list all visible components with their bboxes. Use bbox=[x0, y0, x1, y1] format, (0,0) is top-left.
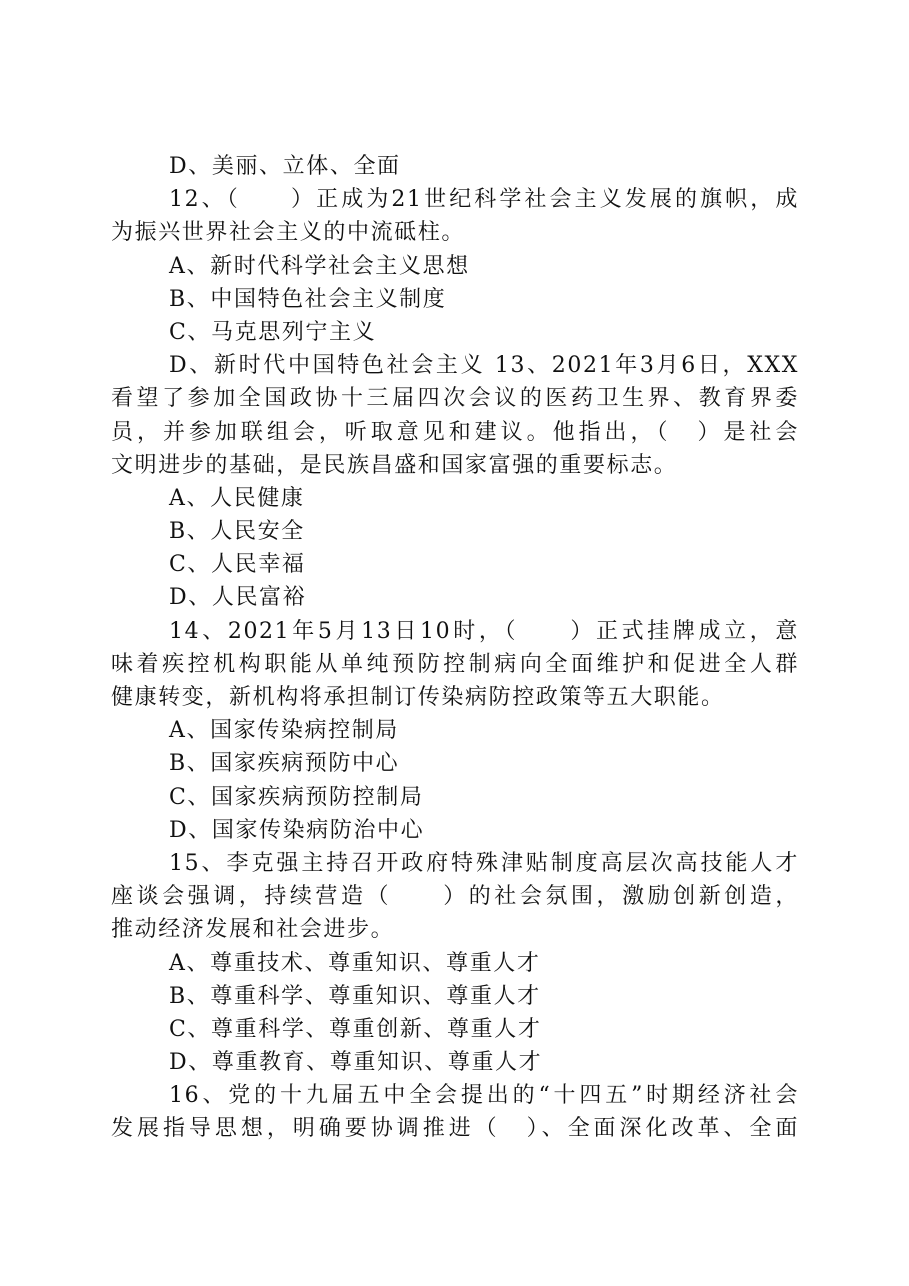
text-line: D、国家传染病防治中心 bbox=[169, 817, 425, 843]
text-line: 文明进步的基础，是民族昌盛和国家富强的重要标志。 bbox=[111, 452, 678, 478]
text-line: 为振兴世界社会主义的中流砥柱。 bbox=[111, 220, 466, 246]
text-line: A、人民健康 bbox=[169, 485, 305, 511]
text-line: 健康转变，新机构将承担制订传染病防控政策等五大职能。 bbox=[111, 685, 725, 710]
text-line: A、新时代科学社会主义思想 bbox=[169, 253, 470, 279]
text-line: B、国家疾病预防中心 bbox=[169, 751, 400, 777]
text-line: 15、李克强主持召开政府特殊津贴制度高层次高技能人才 bbox=[169, 850, 799, 876]
text-line: 员，并参加联组会，听取意见和建议。他指出，（ ）是社会 bbox=[111, 419, 799, 445]
text-line: D、新时代中国特色社会主义 13、2021年3月6日，XXX bbox=[169, 353, 799, 379]
text-line: 16、党的十九届五中全会提出的“十四五”时期经济社会 bbox=[169, 1083, 799, 1109]
text-line: C、人民幸福 bbox=[169, 552, 306, 578]
text-line: 味着疾控机构职能从单纯预防控制病向全面维护和促进全人群 bbox=[111, 651, 799, 677]
document-body bbox=[111, 150, 799, 1146]
text-line: 12、（ ）正成为21世纪科学社会主义发展的旗帜，成 bbox=[169, 187, 799, 213]
text-line: A、国家传染病控制局 bbox=[169, 718, 399, 744]
text-line: C、马克思列宁主义 bbox=[169, 319, 377, 345]
text-line: D、美丽、立体、全面 bbox=[169, 154, 401, 179]
text-line: B、中国特色社会主义制度 bbox=[169, 286, 447, 312]
text-line: D、尊重教育、尊重知识、尊重人才 bbox=[169, 1050, 543, 1076]
text-line: D、人民富裕 bbox=[169, 585, 307, 611]
text-line: 座谈会强调，持续营造（ ）的社会氛围，激励创新创造， bbox=[111, 884, 799, 910]
text-line: A、尊重技术、尊重知识、尊重人才 bbox=[169, 950, 541, 976]
text-line: B、人民安全 bbox=[169, 519, 305, 545]
text-line: B、尊重科学、尊重知识、尊重人才 bbox=[169, 983, 541, 1009]
text-line: 推动经济发展和社会进步。 bbox=[111, 917, 395, 943]
text-line: 发展指导思想，明确要协调推进（ ）、全面深化改革、全面 bbox=[111, 1116, 799, 1142]
text-line: 看望了参加全国政协十三届四次会议的医药卫生界、教育界委 bbox=[111, 386, 799, 412]
text-line: C、尊重科学、尊重创新、尊重人才 bbox=[169, 1016, 542, 1042]
text-line: 14、2021年5月13日10时，（ ）正式挂牌成立，意 bbox=[169, 618, 799, 644]
text-line: C、国家疾病预防控制局 bbox=[169, 784, 424, 810]
